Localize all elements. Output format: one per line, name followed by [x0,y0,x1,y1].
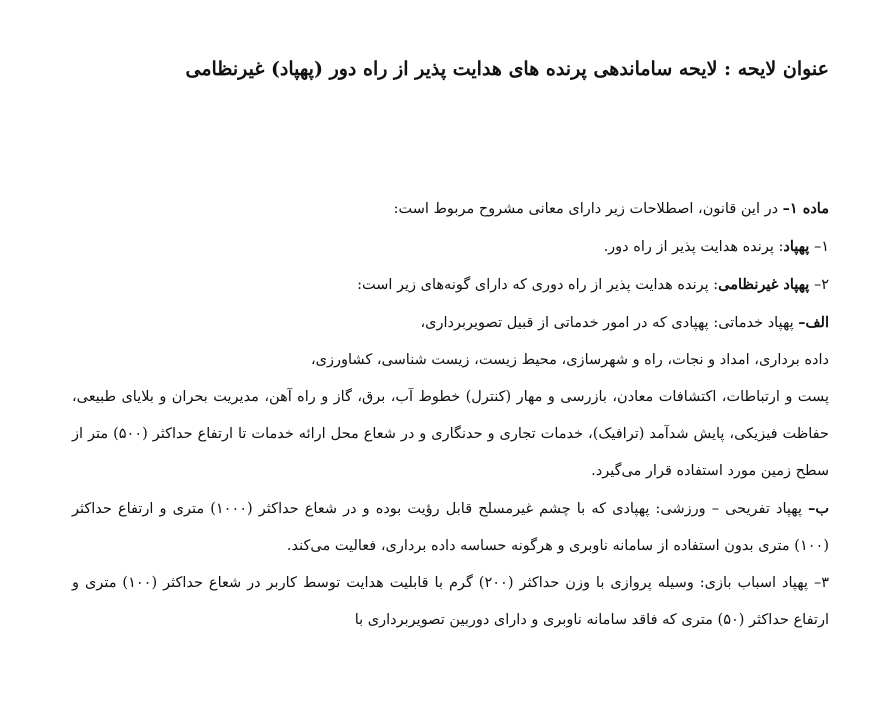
item-1-term: پهپاد [783,238,810,255]
item-1-number: ۱– [809,239,829,255]
article-1-label: ماده ۱– [782,200,829,217]
item-3-number: ۳– [813,575,830,591]
item-2-number: ۲– [809,277,829,293]
item-2-term: پهپاد غیرنظامی [718,276,810,293]
clause-be-paragraph [72,490,829,565]
clause-alef-label: الف– [798,314,829,331]
item-3-text: پهپاد اسباب بازی: وسیله پروازی با وزن حداکثر (۲۰۰) گرم با قابلیت هدایت توسط کاربر در شعاع حداکثر (۱۰۰) متری و ارتفاع حداکثر (۵۰) متری که فاقد سامانه ناوبری و دارای دوربین تصویربرداری با [72,575,829,628]
definition-item-1 [72,228,829,266]
item-1-text: : پرنده هدایت پذیر از راه دور. [603,239,784,255]
definition-item-2 [72,266,829,304]
document-body [72,190,829,639]
article-1-paragraph [72,190,829,228]
item-2-text: : پرنده هدایت پذیر از راه دوری که دارای گونه‌های زیر است: [357,277,719,293]
bill-title: عنوان لایحه : لایحه ساماندهی پرنده های هدایت پذیر از راه دور (پهپاد) غیرنظامی [185,58,829,80]
article-1-text: در این قانون، اصطلاحات زیر دارای معانی مشروح مربوط است: [393,201,783,217]
document-page [72,0,829,707]
clause-alef-text-1: پهپاد خدماتی: پهپادی که در امور خدماتی از قبیل تصویربرداری، [420,315,799,331]
definition-item-3 [72,565,829,639]
clause-alef-line-2: داده برداری، امداد و نجات، راه و شهرسازی، محیط زیست، زیست شناسی، کشاورزی، [310,352,829,368]
clause-alef-body: پست و ارتباطات، اکتشافات معادن، بازرسی و مهار (کنترل) خطوط آب، برق، گاز و راه آهن، مدیریت بحران و بلایای طبیعی، حفاظت فیزیکی، پایش شدآمد (ترافیک)، خدمات تجاری و حدنگاری و در شعاع محل ارائه خدمات تا ارتفاع حداکثر (۵۰۰) متر از سطح زمین مورد استفاده قرار می‌گیرد. [72,389,829,479]
clause-be-text: پهپاد تفریحی – ورزشی: پهپادی که با چشم غیرمسلح قابل رؤیت بوده و در شعاع حداکثر (۱۰۰۰) متری و ارتفاع حداکثر (۱۰۰) متری بدون استفاده از سامانه ناوبری و هرگونه حساسه داده برداری، فعالیت می‌کند. [72,501,829,554]
clause-alef-line-1 [72,304,829,342]
clause-be-label: ب– [808,500,829,517]
